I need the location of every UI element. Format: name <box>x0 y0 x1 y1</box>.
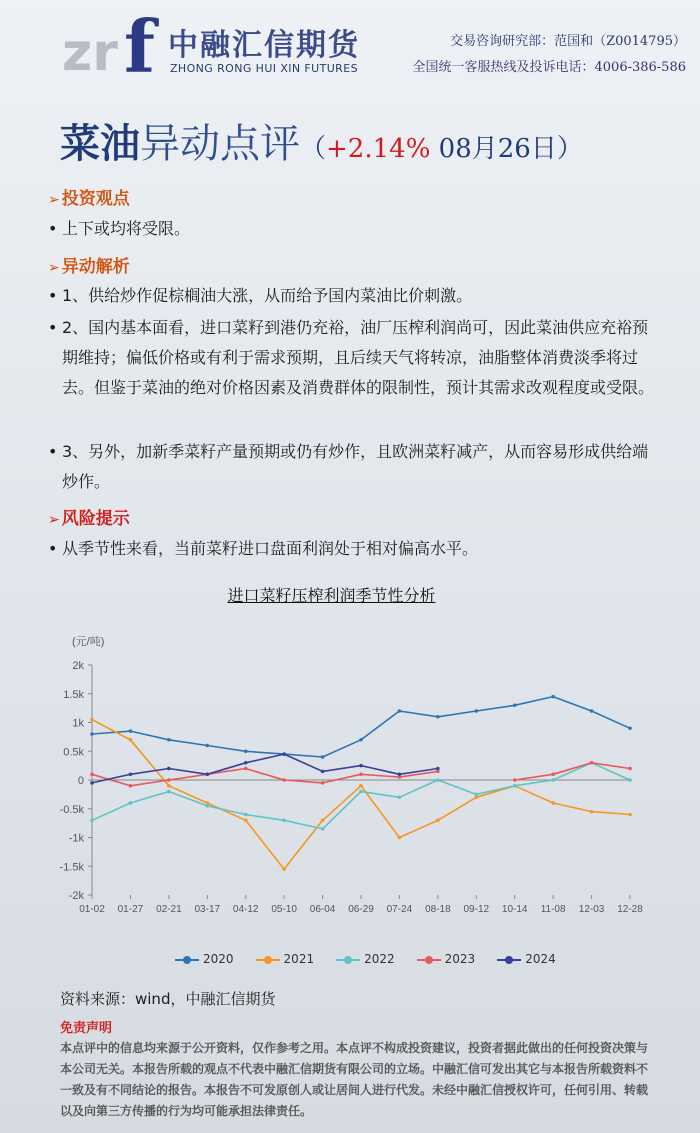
x-tick-label: 09-12 <box>463 904 490 915</box>
analyst-contact: 交易咨询研究部：范国和（Z0014795） <box>450 34 686 49</box>
legend-item-2024[interactable] <box>497 952 556 966</box>
legend-item-2020[interactable] <box>175 952 234 966</box>
x-tick-label: 12-03 <box>578 904 605 915</box>
data-point-2020 <box>398 709 402 713</box>
series-line-2021 <box>92 720 630 870</box>
chart-title: 进口菜籽压榨利润季节性分析 <box>227 586 436 605</box>
data-point-2024 <box>244 761 248 765</box>
y-tick-label: -2k <box>68 890 84 902</box>
data-point-2023 <box>129 784 133 788</box>
chart-legend <box>175 952 578 966</box>
data-point-2022 <box>321 827 325 831</box>
data-point-2020 <box>321 755 325 759</box>
data-point-2021 <box>129 738 133 742</box>
x-tick-label: 06-04 <box>309 904 336 915</box>
data-point-2021 <box>590 810 594 814</box>
section-view-heading: ➢ 投资观点 <box>48 189 130 209</box>
section-analysis-heading: ➢ 异动解析 <box>48 257 130 277</box>
data-source: 资料来源：wind，中融汇信期货 <box>60 990 276 1008</box>
disclaimer-text: 本点评中的信息均来源于公开资料，仅作参考之用。本点评不构成投资建议，投资者据此做出的任何投资决策与本公司无关。本报告所载的观点不代表中融汇信期货有限公司的立场。中融汇信可发出其它与本报告所载资料不一致及有不同结论的报告。本报告不可发原创人或让居间人进行代发。未经中融汇信授权许可，任何引用、转载以及向第三方传播的行为均可能承担法律责任。 <box>60 1041 649 1118</box>
data-point-2023 <box>167 778 171 782</box>
svg-text:f: f <box>124 14 155 80</box>
data-point-2022 <box>474 793 478 797</box>
legend-item-2022[interactable] <box>336 952 395 966</box>
x-tick-label: 10-14 <box>501 904 528 915</box>
data-point-2023 <box>321 781 325 785</box>
data-point-2021 <box>321 818 325 822</box>
company-logo <box>62 14 162 80</box>
legend-label: 2024 <box>525 952 556 966</box>
y-tick-label: -1.5k <box>59 861 84 874</box>
data-point-2023 <box>628 767 632 771</box>
legend-swatch-icon <box>336 955 360 965</box>
y-tick-label: -1k <box>68 832 84 845</box>
title-kind: 异动点评 <box>140 121 300 167</box>
x-tick-label: 04-12 <box>232 904 259 915</box>
y-tick-label: 0 <box>77 775 84 787</box>
list-item: • 3、另外，加新季菜籽产量预期或仍有炒作，且欧洲菜籽减产，从而容易形成供给端炒作。 <box>48 442 649 491</box>
data-point-2024 <box>167 767 171 771</box>
data-point-2020 <box>90 732 94 736</box>
data-point-2022 <box>628 778 632 782</box>
list-item: • 1、供给炒作促棕榈油大涨，从而给予国内菜油比价刺激。 <box>48 286 473 305</box>
data-point-2021 <box>628 813 632 817</box>
data-point-2021 <box>244 818 248 822</box>
data-point-2024 <box>398 772 402 776</box>
data-point-2021 <box>282 867 286 871</box>
title-paren-open: （ <box>300 134 327 164</box>
disclaimer-title: 免责声明 <box>60 1021 113 1036</box>
data-point-2023 <box>590 761 594 765</box>
data-point-2021 <box>359 784 363 788</box>
list-item: • 从季节性来看，当前菜籽进口盘面利润处于相对偏高水平。 <box>48 539 479 558</box>
legend-label: 2021 <box>283 952 315 966</box>
chevron-right-icon: ➢ <box>48 260 60 276</box>
data-point-2020 <box>129 729 133 733</box>
data-point-2022 <box>244 813 248 817</box>
y-axis-unit: (元/吨) <box>72 636 105 648</box>
data-point-2024 <box>436 767 440 771</box>
legend-item-2023[interactable] <box>417 952 476 966</box>
data-point-2022 <box>167 790 171 794</box>
chevron-right-icon: ➢ <box>48 512 60 528</box>
y-tick-label: 0.5k <box>63 746 84 759</box>
x-tick-label: 07-24 <box>386 904 413 915</box>
data-point-2020 <box>205 744 209 748</box>
data-point-2020 <box>474 709 478 713</box>
data-point-2022 <box>205 804 209 808</box>
data-point-2021 <box>90 718 94 722</box>
legend-swatch-icon <box>175 955 199 965</box>
data-point-2021 <box>167 784 171 788</box>
data-point-2023 <box>90 772 94 776</box>
title-date: 08月26日 <box>430 134 557 164</box>
legend-label: 2020 <box>203 952 234 966</box>
legend-swatch-icon <box>497 955 521 965</box>
data-point-2020 <box>436 715 440 719</box>
data-point-2022 <box>551 778 555 782</box>
x-tick-label: 03-17 <box>194 904 221 915</box>
legend-swatch-icon <box>417 955 441 965</box>
data-point-2020 <box>167 738 171 742</box>
title-change: +2.14% <box>326 134 431 164</box>
data-point-2020 <box>628 726 632 730</box>
title-product: 菜油 <box>60 120 140 167</box>
data-point-2021 <box>436 818 440 822</box>
data-point-2020 <box>359 738 363 742</box>
series-line-2024 <box>92 754 438 783</box>
data-point-2024 <box>90 781 94 785</box>
data-point-2021 <box>398 836 402 840</box>
data-point-2022 <box>398 795 402 799</box>
y-tick-label: -0.5k <box>59 803 84 816</box>
data-point-2022 <box>90 818 94 822</box>
title-paren-close: ） <box>556 134 583 164</box>
legend-item-2021[interactable] <box>256 952 315 966</box>
data-point-2024 <box>129 772 133 776</box>
data-point-2024 <box>321 770 325 774</box>
x-tick-label: 01-27 <box>117 904 144 915</box>
x-tick-label: 01-02 <box>79 904 105 915</box>
x-tick-label: 11-08 <box>540 904 566 915</box>
y-tick-label: 1k <box>72 717 84 730</box>
legend-label: 2023 <box>444 952 476 966</box>
x-tick-label: 02-21 <box>156 904 182 915</box>
legend-swatch-icon <box>256 955 280 965</box>
y-tick-label: 1.5k <box>63 688 84 701</box>
data-point-2022 <box>513 784 517 788</box>
data-point-2023 <box>282 778 286 782</box>
legend-label: 2022 <box>364 952 395 966</box>
data-point-2023 <box>359 772 363 776</box>
data-point-2022 <box>282 818 286 822</box>
x-tick-label: 12-28 <box>617 904 643 915</box>
seasonal-profit-chart <box>30 630 650 930</box>
data-point-2023 <box>244 767 248 771</box>
list-item: • 上下或均将受限。 <box>48 219 191 238</box>
x-tick-label: 06-29 <box>348 904 374 915</box>
data-point-2024 <box>359 764 363 768</box>
svg-text:zr: zr <box>62 23 118 80</box>
data-point-2021 <box>551 801 555 805</box>
logo-english: ZHONG RONG HUI XIN FUTURES <box>170 62 358 75</box>
hotline: 全国统一客服热线及投诉电话：4006-386-586 <box>412 60 686 75</box>
data-point-2023 <box>513 778 517 782</box>
list-item: • 2、国内基本面看，进口菜籽到港仍充裕，油厂压榨利润尚可，因此菜油供应充裕预期维持；偏低价格或有利于需求预期，且后续天气将转凉，油脂整体消费淡季将过去。但鉴于菜油的绝对价格因素及消费群体的限制性，预计其需求改观程度或受限。 <box>48 318 655 397</box>
y-tick-label: 2k <box>72 660 84 672</box>
data-point-2024 <box>282 752 286 756</box>
data-point-2022 <box>129 801 133 805</box>
data-point-2024 <box>205 772 209 776</box>
series-line-2020 <box>92 697 630 757</box>
data-point-2022 <box>359 790 363 794</box>
x-tick-label: 08-18 <box>425 904 451 915</box>
data-point-2020 <box>244 749 248 753</box>
page-title <box>60 112 583 172</box>
data-point-2023 <box>551 772 555 776</box>
chevron-right-icon: ➢ <box>48 192 60 208</box>
logo-text: 中融汇信期货 <box>168 28 360 63</box>
data-point-2020 <box>513 703 517 707</box>
data-point-2020 <box>590 709 594 713</box>
x-tick-label: 05-10 <box>271 904 297 915</box>
section-risk-heading: ➢ 风险提示 <box>48 509 130 529</box>
data-point-2022 <box>436 778 440 782</box>
data-point-2020 <box>551 695 555 699</box>
header <box>0 0 700 95</box>
